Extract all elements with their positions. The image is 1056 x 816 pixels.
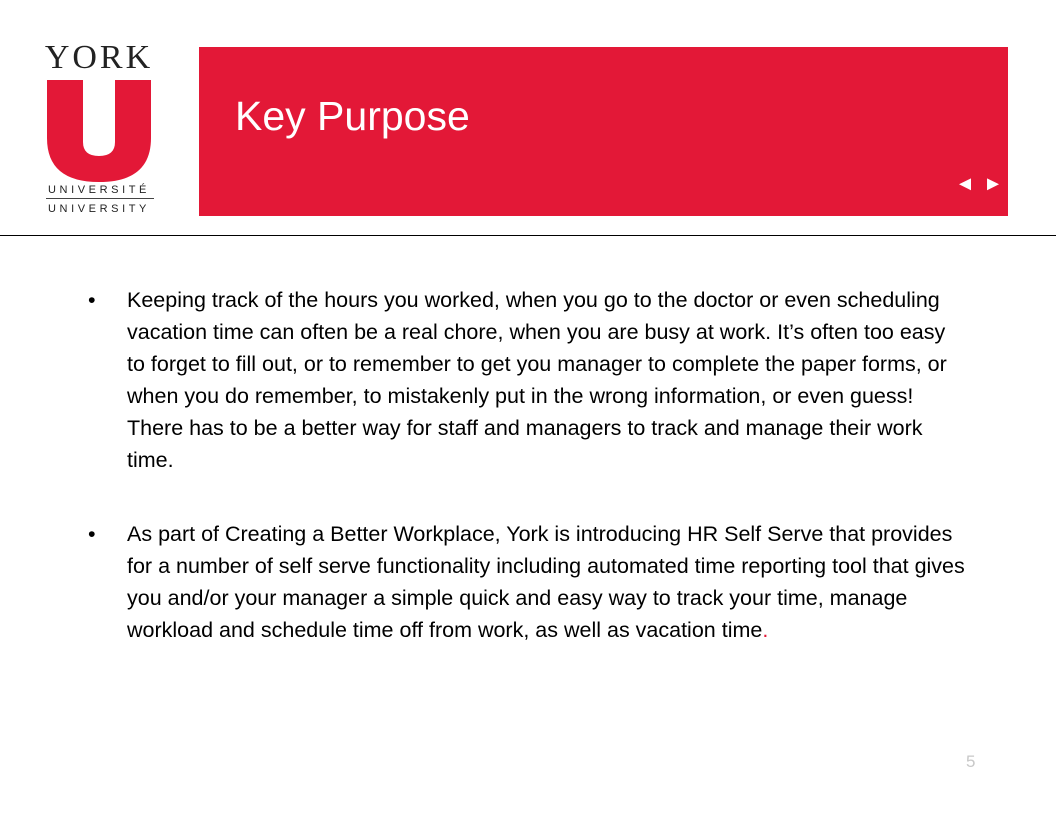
previous-slide-icon[interactable]: ◄: [955, 173, 975, 195]
bullet-list: [88, 284, 968, 688]
bullet-text: As part of Creating a Better Workplace, York is introducing HR Self Serve that provides for a number of self serve functionality including automated time reporting tool that gives you and/or your manager a simple quick and easy way to track your time, manage workload and schedule time off from work, as well as vacation time: [127, 522, 965, 642]
logo-line-university: UNIVERSITY: [47, 203, 150, 215]
title-banner: [199, 47, 1008, 216]
slide-navigation: [954, 174, 1004, 194]
slide-title: Key Purpose: [235, 93, 470, 139]
next-slide-icon[interactable]: ►: [983, 173, 1003, 195]
bullet-marker: •: [88, 288, 96, 312]
logo-rule: [46, 198, 154, 199]
bullet-text-wrapper: [127, 518, 968, 646]
logo-u-icon: [47, 80, 151, 182]
bullet-trailing-period: .: [762, 618, 769, 642]
list-item: [88, 284, 968, 476]
logo-line-universite: UNIVERSITÉ: [47, 184, 150, 196]
page-number: 5: [966, 752, 976, 771]
bullet-marker: •: [88, 522, 96, 546]
header-divider: [0, 235, 1056, 236]
bullet-text: Keeping track of the hours you worked, when you go to the doctor or even scheduling vacation time can often be a real chore, when you are busy at work. It’s often too easy to forget to fill out, or to remember to get you manager to complete the paper forms, or when you do remember, to mistakenly put in the wrong information, or even guess! There has to be a better way for staff and managers to track and manage their work time.: [127, 288, 947, 472]
york-university-logo: [40, 40, 158, 220]
logo-wordmark: YORK: [44, 39, 154, 76]
list-item: [88, 518, 968, 646]
